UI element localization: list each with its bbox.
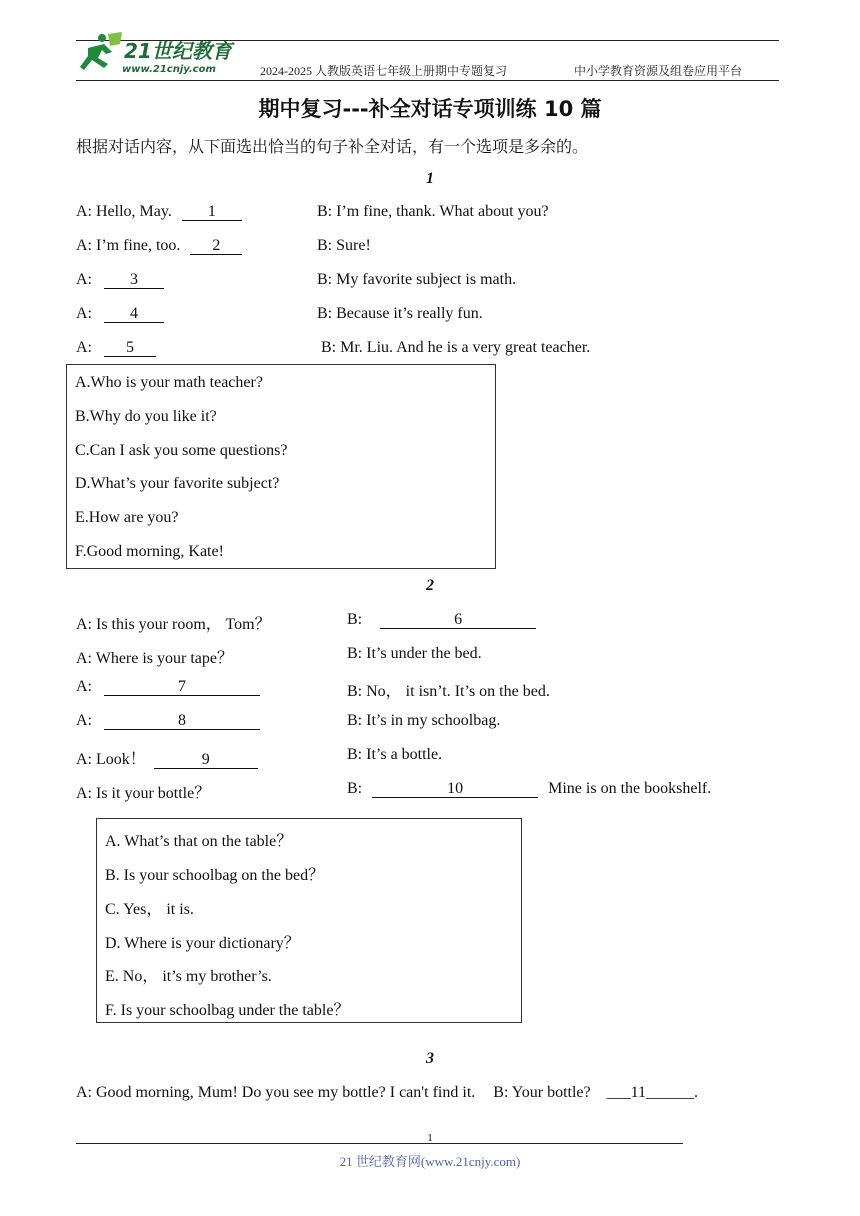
s2-line-a-2: A: Where is your tape？ bbox=[76, 650, 233, 667]
s1-line-a-2 bbox=[76, 237, 242, 255]
s1-a-text-1: A: Hello, May. bbox=[76, 203, 172, 220]
section-1-number: 1 bbox=[426, 170, 434, 187]
s1-option-a: A.Who is your math teacher? bbox=[75, 374, 263, 391]
s2-option-b: B. Is your schoolbag on the bed？ bbox=[105, 867, 325, 884]
footer-link[interactable]: 21 世纪教育网(www.21cnjy.com) bbox=[339, 1154, 521, 1169]
s1-line-b-1: B: I’m fine, thank. What about you? bbox=[317, 203, 549, 220]
s1-line-a-4 bbox=[76, 305, 164, 323]
s1-a-text-2: A: I’m fine, too. bbox=[76, 237, 181, 254]
s1-line-b-2: B: Sure! bbox=[317, 237, 371, 254]
s3-a-text: A: Good morning, Mum! Do you see my bottle? I can't find it. bbox=[76, 1084, 476, 1101]
s1-option-f: F.Good morning, Kate! bbox=[75, 543, 224, 560]
page-title: 期中复习---补全对话专项训练 10 篇 bbox=[258, 97, 602, 121]
blank-3[interactable]: 3 bbox=[104, 271, 164, 289]
blank-5[interactable]: 5 bbox=[104, 339, 156, 357]
s2-option-d: D. Where is your dictionary？ bbox=[105, 935, 300, 952]
blank-2[interactable]: 2 bbox=[190, 237, 242, 255]
s2-line-a-6: A: Is it your bottle？ bbox=[76, 785, 211, 802]
s2-line-a-3 bbox=[76, 678, 260, 696]
blank-8[interactable]: 8 bbox=[104, 712, 260, 730]
s2-a-prefix-4: A: bbox=[76, 712, 92, 729]
s1-option-c: C.Can I ask you some questions? bbox=[75, 442, 288, 459]
s1-line-b-4: B: Because it’s really fun. bbox=[317, 305, 483, 322]
logo-wordmark: 21世纪教育 bbox=[124, 39, 232, 63]
footer-rule bbox=[76, 1143, 683, 1144]
section-3-number: 3 bbox=[426, 1050, 434, 1067]
s2-b-prefix-6: B: bbox=[347, 780, 363, 797]
page-number: 1 bbox=[427, 1132, 433, 1144]
s2-b-suffix-6: Mine is on the bookshelf. bbox=[548, 780, 712, 797]
s2-line-b-2: B: It’s under the bed. bbox=[347, 645, 482, 662]
s2-line-a-4 bbox=[76, 712, 260, 730]
s2-b-prefix-1: B: bbox=[347, 611, 363, 628]
s1-options-box bbox=[66, 364, 496, 569]
s2-line-b-3: B: No， it isn’t. It’s on the bed. bbox=[347, 683, 550, 700]
s1-option-b: B.Why do you like it? bbox=[75, 408, 217, 425]
s2-line-b-4: B: It’s in my schoolbag. bbox=[347, 712, 501, 729]
blank-11[interactable]: ___11______. bbox=[606, 1084, 699, 1101]
header-platform: 中小学教育资源及组卷应用平台 bbox=[574, 64, 743, 78]
site-logo bbox=[74, 30, 244, 78]
header-rule-bottom bbox=[76, 80, 779, 81]
s2-line-b-1 bbox=[347, 611, 536, 629]
s2-a-prefix-3: A: bbox=[76, 678, 92, 695]
s1-a-text-3: A: bbox=[76, 271, 92, 288]
s1-line-a-5 bbox=[76, 339, 156, 357]
s1-option-d: D.What’s your favorite subject? bbox=[75, 475, 280, 492]
blank-4[interactable]: 4 bbox=[104, 305, 164, 323]
s1-line-a-3 bbox=[76, 271, 164, 289]
s1-line-b-5: B: Mr. Liu. And he is a very great teacher. bbox=[321, 339, 591, 356]
blank-7[interactable]: 7 bbox=[104, 678, 260, 696]
logo-url: www.21cnjy.com bbox=[122, 64, 216, 75]
s1-option-e: E.How are you? bbox=[75, 509, 179, 526]
s2-line-a-5 bbox=[76, 746, 258, 769]
s1-line-a-1 bbox=[76, 203, 242, 221]
section-2-number: 2 bbox=[426, 577, 434, 594]
s1-a-text-5: A: bbox=[76, 339, 92, 356]
s2-options-box bbox=[96, 818, 522, 1023]
s2-line-b-6 bbox=[347, 780, 711, 798]
s3-b-text: B: Your bottle? bbox=[493, 1084, 591, 1101]
s2-line-b-5: B: It’s a bottle. bbox=[347, 746, 443, 763]
s1-a-text-4: A: bbox=[76, 305, 92, 322]
blank-1[interactable]: 1 bbox=[182, 203, 242, 221]
s3-line bbox=[76, 1084, 698, 1102]
blank-9[interactable]: 9 bbox=[154, 751, 258, 769]
instructions: 根据对话内容，从下面选出恰当的句子补全对话，有一个选项是多余的。 bbox=[76, 137, 589, 156]
s2-option-a: A. What’s that on the table？ bbox=[105, 833, 293, 850]
blank-6[interactable]: 6 bbox=[380, 611, 536, 629]
s1-line-b-3: B: My favorite subject is math. bbox=[317, 271, 517, 288]
s2-a-prefix-5: A: Look！ bbox=[76, 751, 146, 768]
header-doc-title: 2024-2025 人教版英语七年级上册期中专题复习 bbox=[260, 64, 507, 78]
blank-10[interactable]: 10 bbox=[372, 780, 538, 798]
s2-option-c: C. Yes， it is. bbox=[105, 901, 194, 918]
s2-line-a-1: A: Is this your room， Tom？ bbox=[76, 616, 271, 633]
s2-option-f: F. Is your schoolbag under the table？ bbox=[105, 1002, 350, 1019]
s2-option-e: E. No， it’s my brother’s. bbox=[105, 968, 272, 985]
